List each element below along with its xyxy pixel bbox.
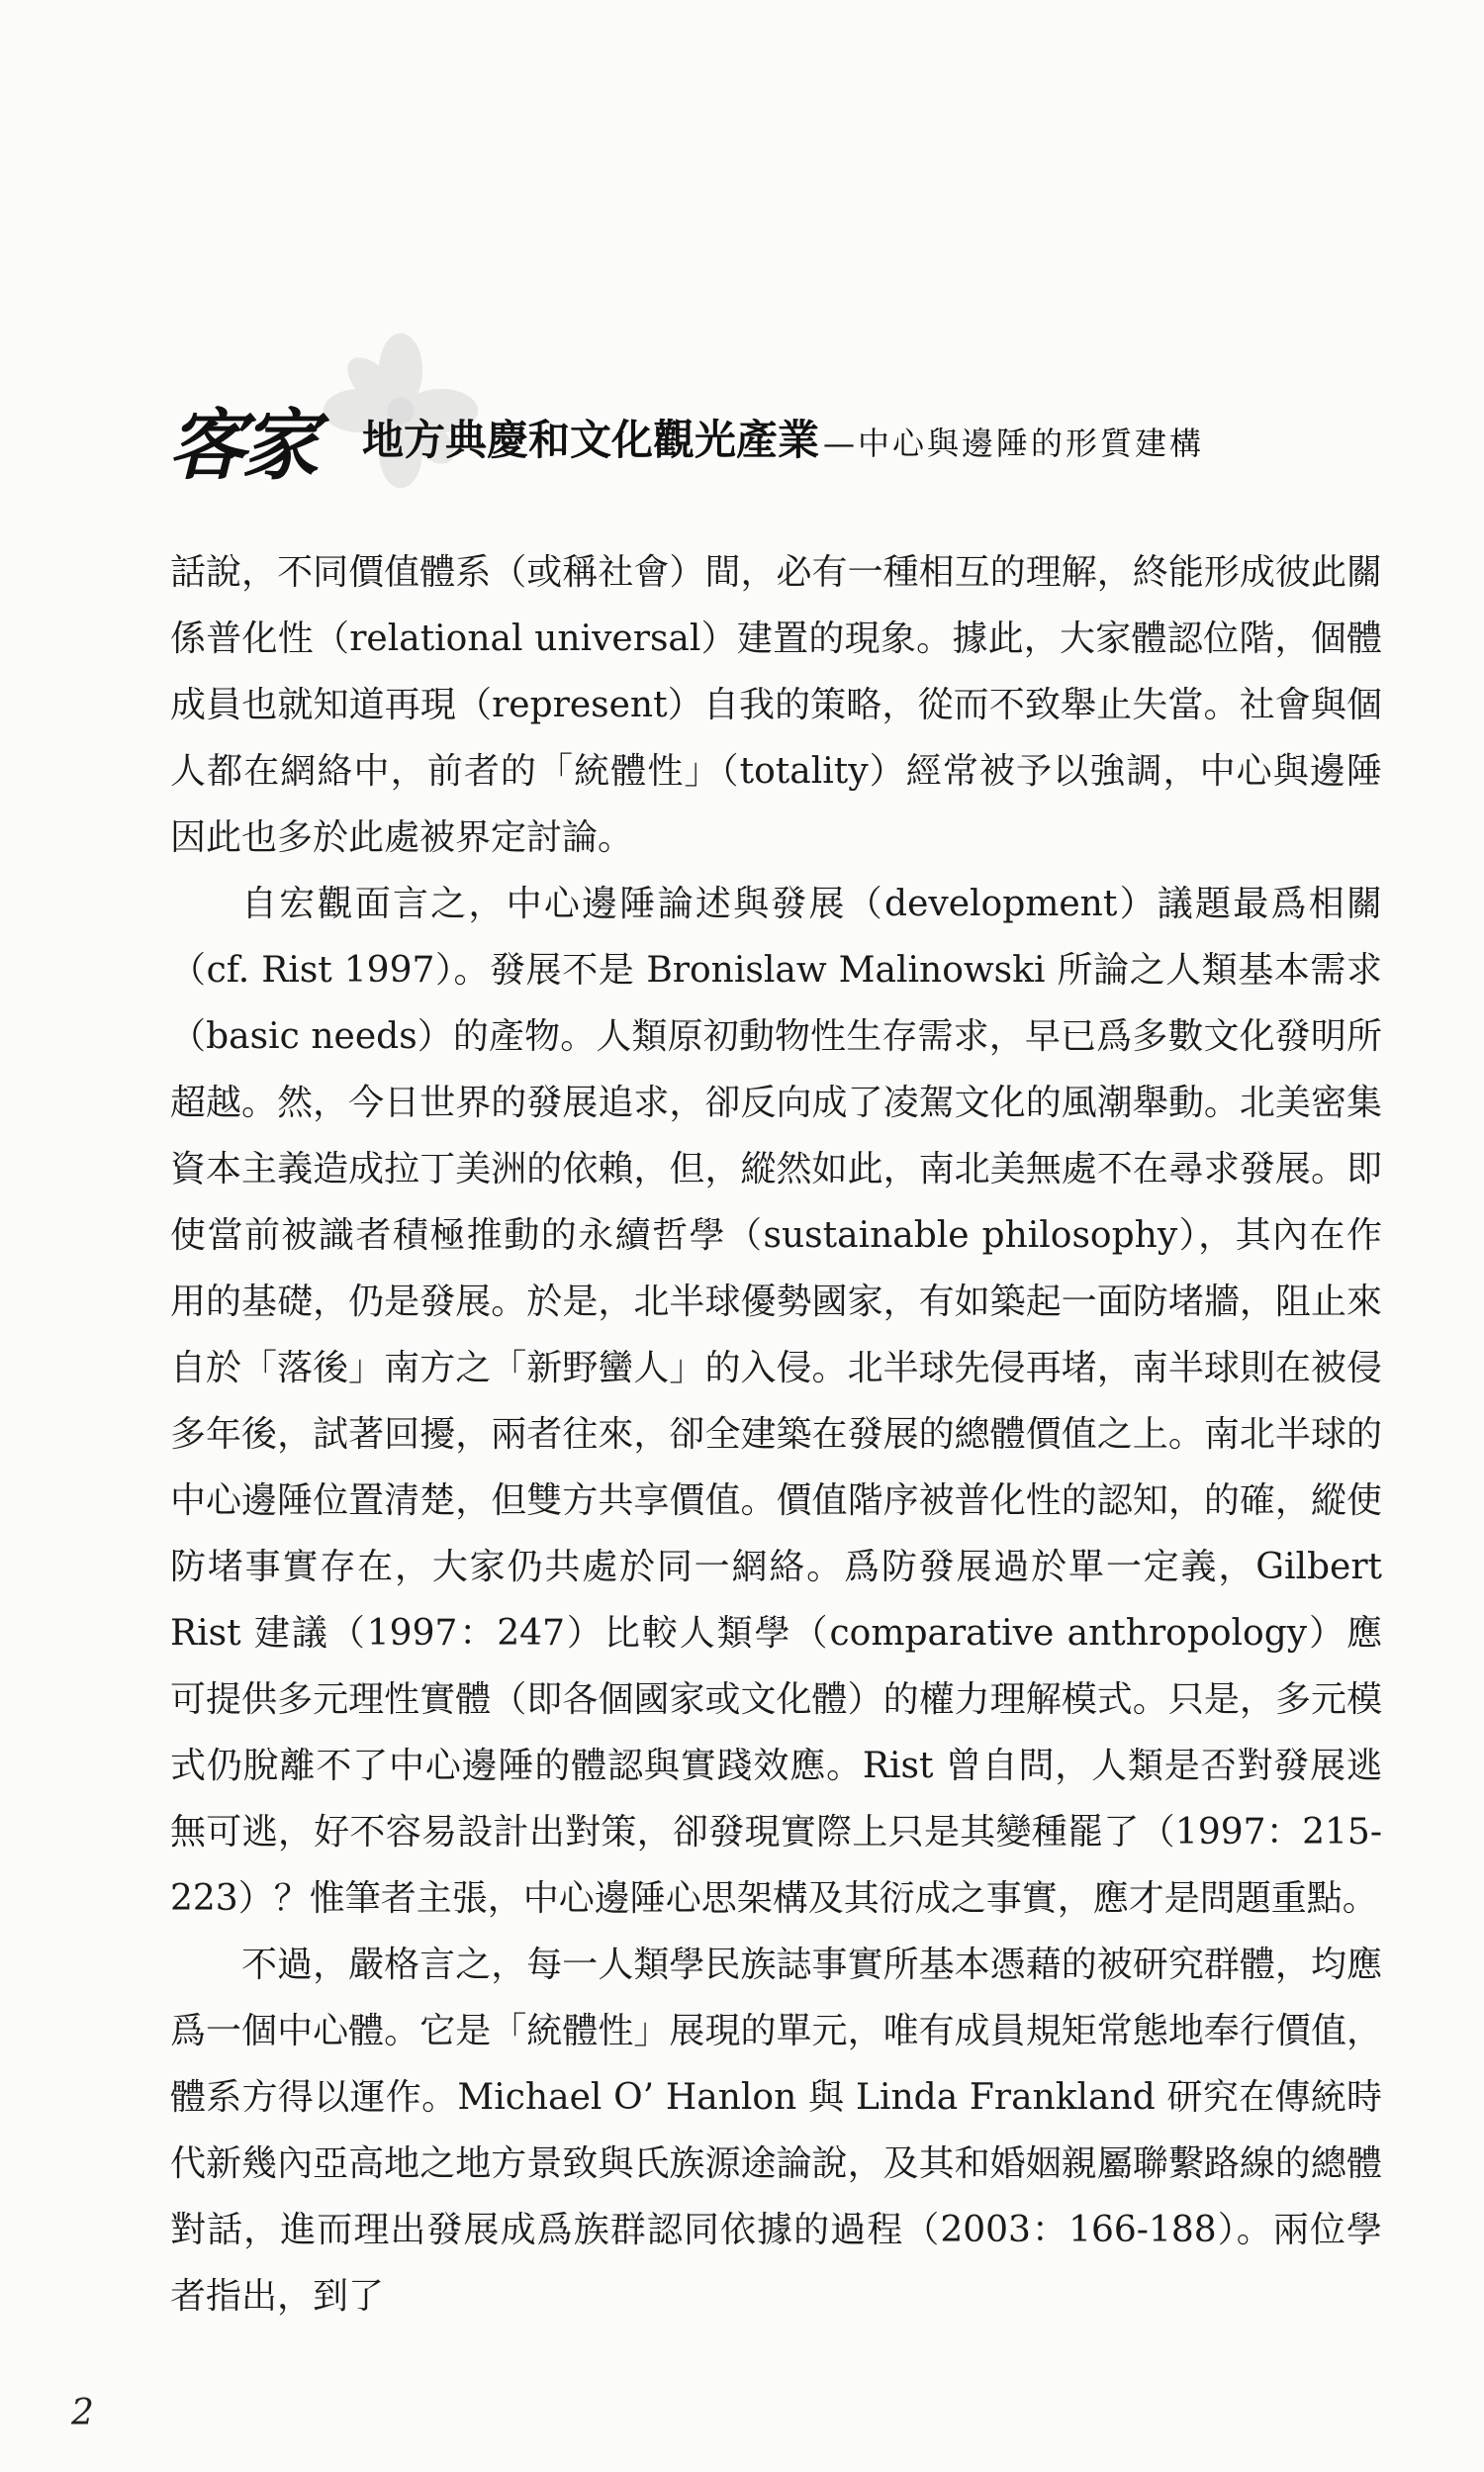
paragraph-1: 話說，不同價值體系（或稱社會）間，必有一種相互的理解，終能形成彼此關係普化性（relational universal）建置的現象。據此，大家體認位階，個體成員也就知道再現（represent）自我的策略，從而不致舉止失當。社會與個人都在網絡中，前者的「統體性」（totality）經常被予以強調，中心與邊陲因此也多於此處被界定討論。 — [170, 552, 1382, 858]
hakka-calligraphy-mark: 客家 — [168, 401, 316, 491]
body-text — [170, 539, 1382, 2329]
book-title — [362, 408, 1204, 467]
book-title-main: 地方典慶和文化觀光產業 — [362, 416, 820, 464]
paragraph-3: 不過，嚴格言之，每一人類學民族誌事實所基本憑藉的被研究群體，均應爲一個中心體。它是「統體性」展現的單元，唯有成員規矩常態地奉行價值，體系方得以運作。Michael O’ Hanlon 與 Linda Frankland 研究在傳統時代新幾內亞高地之地方景致與氏族源途論說，及其和婚姻親屬聯繫路線的總體對話，進而理出發展成爲族群認同依據的過程（2003：166-188）。兩位學者指出，到了 — [170, 1945, 1382, 2317]
page-number: 2 — [71, 2393, 94, 2433]
paragraph-2: 自宏觀面言之，中心邊陲論述與發展（development）議題最爲相關（cf. Rist 1997）。發展不是 Bronislaw Malinowski 所論之人類基本需求（basic needs）的產物。人類原初動物性生存需求，早已爲多數文化發明所超越。然，今日世界的發展追求，卻反向成了凌駕文化的風潮舉動。北美密集資本主義造成拉丁美洲的依賴，但，縱然如此，南北美無處不在尋求發展。即使當前被識者積極推動的永續哲學（sustainable philosophy），其內在作用的基礎，仍是發展。於是，北半球優勢國家，有如築起一面防堵牆，阻止來自於「落後」南方之「新野蠻人」的入侵。北半球先侵再堵，南半球則在被侵多年後，試著回擾，兩者往來，卻全建築在發展的總體價值之上。南北半球的中心邊陲位置清楚，但雙方共享價值。價值階序被普化性的認知，的確，縱使防堵事實存在，大家仍共處於同一網絡。爲防發展過於單一定義，Gilbert Rist 建議（1997：247）比較人類學（comparative anthropology）應可提供多元理性實體（即各個國家或文化體）的權力理解模式。只是，多元模式仍脫離不了中心邊陲的體認與實踐效應。Rist 曾自問，人類是否對發展逃無可逃，好不容易設計出對策，卻發現實際上只是其變種罷了（1997：215-223）？惟筆者主張，中心邊陲心思架構及其衍成之事實，應才是問題重點。 — [170, 884, 1382, 1919]
book-subtitle: —中心與邊陲的形質建構 — [823, 425, 1205, 462]
running-header — [168, 366, 1355, 491]
